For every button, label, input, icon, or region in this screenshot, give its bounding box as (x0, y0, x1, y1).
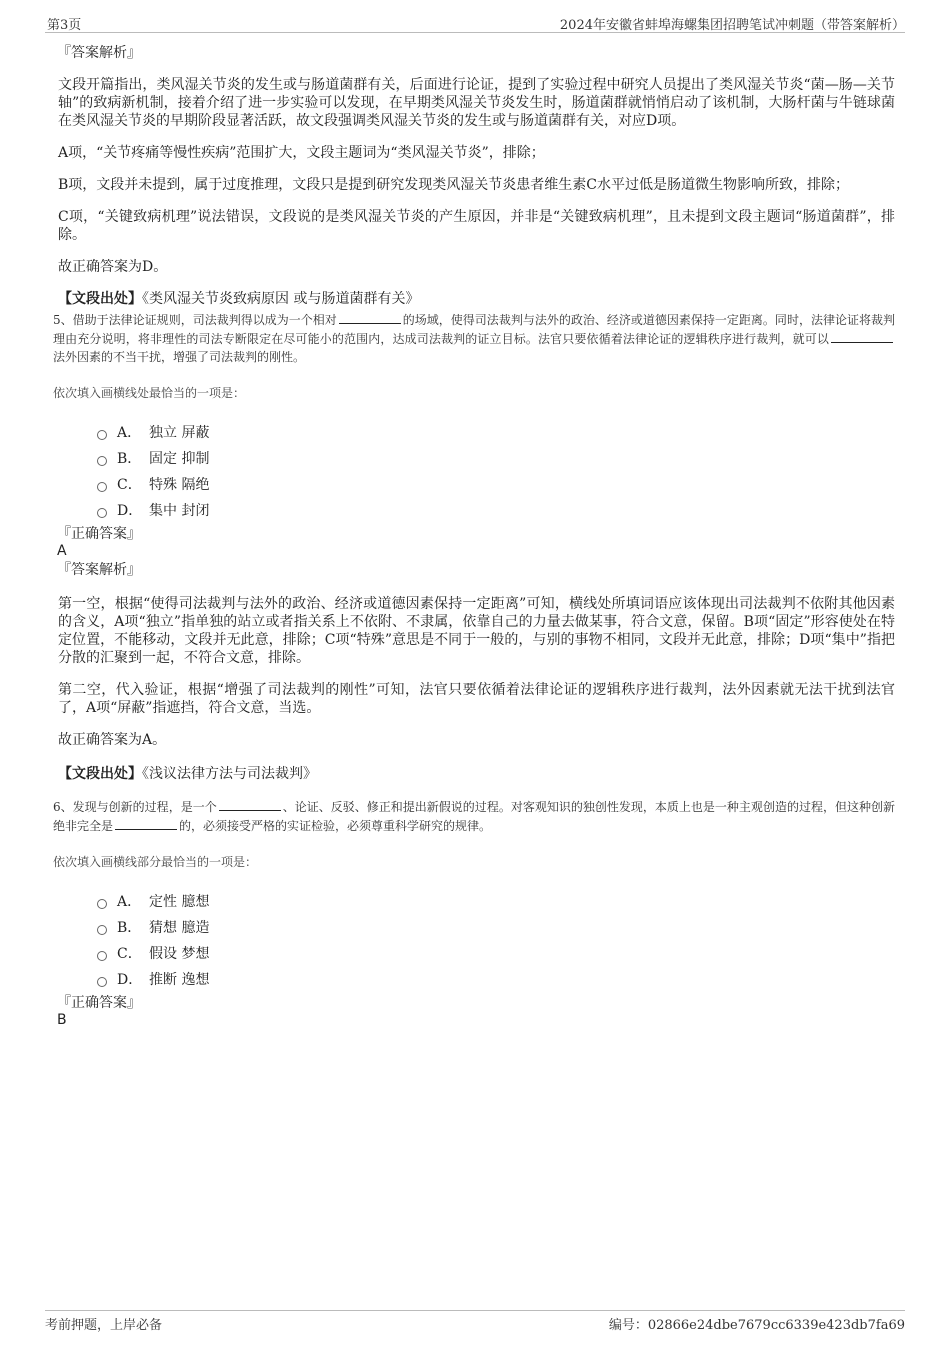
option-text: 定性 臆想 (149, 894, 210, 910)
fill-blank (339, 310, 401, 324)
fill-blank (219, 797, 281, 811)
question-5-stem (53, 310, 895, 366)
correct-answer-label: 『正确答案』 (57, 995, 141, 1011)
analysis-paragraph: 第二空，代入验证，根据“增强了司法裁判的刚性”可知，法官只要依循着法律论证的逻辑秩序进行裁判，法外因素就无法干扰到法官了，A项“屏蔽”指遮挡，符合文意，当选。 (58, 682, 895, 716)
question-6-stem (53, 797, 895, 835)
stem-text: 、论证、反驳、修正和提出新假说的过程。对客观知识的独创性发现，本质上也是一种主观创造的过程，但这种创新绝非完全是 (53, 800, 895, 833)
option-text: 猜想 臆造 (149, 920, 210, 936)
radio-icon[interactable] (97, 508, 107, 518)
option-text: 特殊 隔绝 (149, 477, 210, 493)
analysis-label: 『答案解析』 (57, 45, 141, 61)
source-label: 【文段出处】 (58, 766, 142, 782)
fill-blank (115, 816, 177, 830)
option-text: 推断 逸想 (149, 972, 210, 988)
correct-answer-label: 『正确答案』 (57, 526, 141, 542)
analysis-label: 『答案解析』 (57, 562, 141, 578)
option-text: 集中 封闭 (149, 503, 210, 519)
analysis-paragraph: 第一空，根据“使得司法裁判与法外的政治、经济或道德因素保持一定距离”可知，横线处所填词语应该体现出司法裁判不依附其他因素的含义，A项“独立”指单独的站立或者指关系上不依附、不隶属，依靠自己的力量去做某事，符合文意，保留。B项“固定”形容使处在特定位置，不能移动，文段并无此意，排除；C项“特殊”意思是不同于一般的，与别的事物不相同，文段并无此意，排除；D项“集中”指把分散的汇聚到一起，不符合文意，排除。 (58, 596, 895, 666)
radio-icon[interactable] (97, 456, 107, 466)
question-prompt: 依次填入画横线部分最恰当的一项是： (53, 855, 258, 869)
option-letter: B． (117, 451, 142, 467)
option-text: 固定 抑制 (149, 451, 210, 467)
option-letter: B． (117, 920, 142, 936)
options-list (97, 419, 895, 523)
analysis-paragraph: 故正确答案为A。 (58, 732, 167, 748)
page-number: 第3页 (47, 18, 82, 33)
page-footer (45, 1310, 905, 1331)
stem-text: 6、发现与创新的过程，是一个 (53, 800, 217, 814)
option-letter: D． (117, 503, 143, 519)
main-content (55, 44, 895, 1028)
source-label: 【文段出处】 (58, 291, 142, 307)
option-c[interactable] (97, 940, 895, 966)
option-d[interactable] (97, 497, 895, 523)
option-b[interactable] (97, 445, 895, 471)
document-id: 编号：02866e24dbe7679cc6339e423db7fa69 (608, 1318, 905, 1333)
options-list (97, 888, 895, 992)
analysis-paragraph: 故正确答案为D。 (58, 259, 168, 275)
page-header (45, 14, 905, 33)
option-letter: C． (117, 946, 142, 962)
option-a[interactable] (97, 419, 895, 445)
option-letter: D． (117, 972, 143, 988)
radio-icon[interactable] (97, 951, 107, 961)
radio-icon[interactable] (97, 977, 107, 987)
option-letter: A． (117, 894, 142, 910)
option-letter: C． (117, 477, 142, 493)
option-text: 独立 屏蔽 (149, 425, 210, 441)
question-prompt: 依次填入画横线处最恰当的一项是： (53, 386, 246, 400)
option-letter: A． (117, 425, 142, 441)
source-title: 《类风湿关节炎致病原因 或与肠道菌群有关》 (142, 291, 420, 307)
analysis-paragraph: 文段开篇指出，类风湿关节炎的发生或与肠道菌群有关，后面进行论证，提到了实验过程中研究人员提出了类风湿关节炎“菌—肠—关节轴”的致病新机制，接着介绍了进一步实验可以发现，在早期类风湿关节炎发生时，肠道菌群就悄悄启动了该机制，大肠杆菌与牛链球菌在类风湿关节炎的早期阶段显著活跃，故文段强调类风湿关节炎的发生或与肠道菌群有关，对应D项。 (58, 77, 895, 129)
analysis-paragraph: C项，“关键致病机理”说法错误，文段说的是类风湿关节炎的产生原因，并非是“关键致病机理”，且未提到文段主题词“肠道菌群”，排除。 (58, 209, 895, 243)
stem-text: 5、借助于法律论证规则，司法裁判得以成为一个相对 (53, 313, 337, 327)
source-title: 《浅议法律方法与司法裁判》 (142, 766, 317, 782)
correct-answer: B (57, 1012, 67, 1028)
stem-text: 的场域，使得司法裁判与法外的政治、经济或道德因素保持一定距离。同时，法律论证将裁判理由充分说明，将非理性的司法专断限定在尽可能小的范围内，达成司法裁判的证立目标。法官只要依循着法律论证的逻辑秩序进行裁判，就可以 (53, 313, 895, 346)
option-c[interactable] (97, 471, 895, 497)
document-title: 2024年安徽省蚌埠海螺集团招聘笔试冲刺题（带答案解析） (559, 18, 905, 33)
option-d[interactable] (97, 966, 895, 992)
analysis-paragraph: A项，“关节疼痛等慢性疾病”范围扩大，文段主题词为“类风湿关节炎”，排除； (58, 145, 545, 161)
radio-icon[interactable] (97, 482, 107, 492)
footer-slogan: 考前押题，上岸必备 (45, 1318, 163, 1333)
correct-answer: A (57, 543, 67, 559)
radio-icon[interactable] (97, 925, 107, 935)
radio-icon[interactable] (97, 899, 107, 909)
option-text: 假设 梦想 (149, 946, 210, 962)
source-line (58, 765, 895, 783)
option-a[interactable] (97, 888, 895, 914)
analysis-paragraph: B项，文段并未提到，属于过度推理，文段只是提到研究发现类风湿关节炎患者维生素C水平过低是肠道微生物影响所致，排除； (58, 177, 849, 193)
source-line (58, 290, 895, 308)
radio-icon[interactable] (97, 430, 107, 440)
stem-text: 法外因素的不当干扰，增强了司法裁判的刚性。 (53, 350, 306, 364)
option-b[interactable] (97, 914, 895, 940)
fill-blank (831, 329, 893, 343)
stem-text: 的，必须接受严格的实证检验，必须尊重科学研究的规律。 (179, 819, 492, 833)
